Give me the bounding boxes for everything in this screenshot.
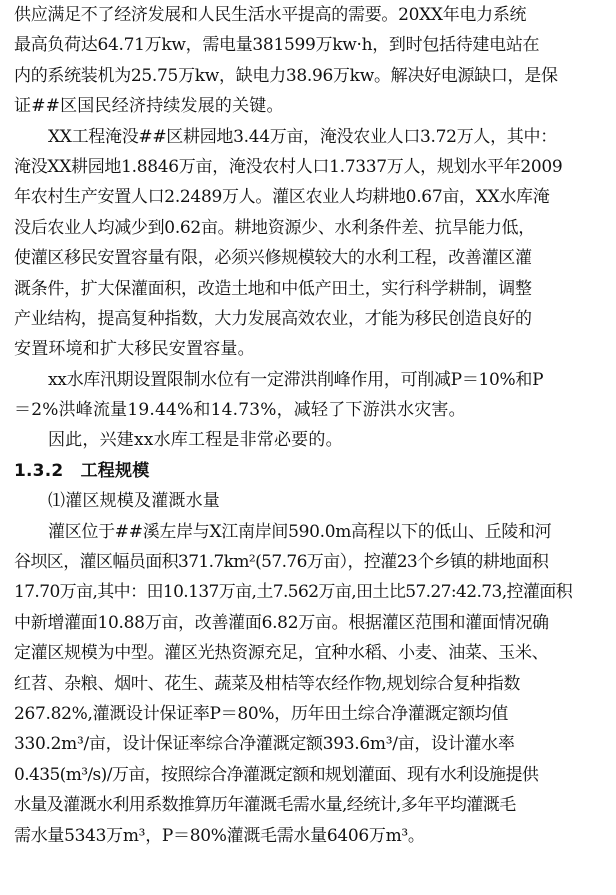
text-line: 淹没XX耕园地1.8846万亩，淹没农村人口1.7337万人，规划水平年2009 — [14, 156, 563, 177]
text-line: xx水库汛期设置限制水位有一定滞洪削峰作用，可削减P＝10%和P — [48, 369, 544, 390]
subsection-heading: ⑴灌区规模及灌溉水量 — [48, 491, 220, 512]
text-line: 年农村生产安置人口2.2489万人。灌区农业人均耕地0.67亩，XX水库淹 — [14, 187, 550, 208]
text-line: 灌区位于##溪左岸与X江南岸间590.0m高程以下的低山、丘陵和河 — [48, 521, 552, 542]
text-line: 内的系统装机为25.75万kw，缺电力38.96万kw。解决好电源缺口，是保 — [14, 65, 558, 86]
text-line: 17.70万亩,其中：田10.137万亩,土7.562万亩,田土比57.27:42.73,控灌面积 — [14, 582, 573, 603]
text-line: 330.2m³/亩，设计保证率综合净灌溉定额393.6m³/亩，设计灌水率 — [14, 734, 515, 755]
text-line: 红苕、杂粮、烟叶、花生、蔬菜及柑桔等农经作物,规划综合复种指数 — [14, 673, 521, 694]
text-line: 水量及灌溉水利用系数推算历年灌溉毛需水量,经统计,多年平均灌溉毛 — [14, 795, 516, 816]
text-line: 需水量5343万m³，P＝80%灌溉毛需水量6406万m³。 — [14, 825, 425, 846]
text-line: 中新增灌面10.88万亩，改善灌面6.82万亩。根据灌区范围和灌面情况确 — [14, 612, 549, 633]
text-line: ＝2%洪峰流量19.44%和14.73%，减轻了下游洪水灾害。 — [14, 400, 466, 421]
section-heading: 1.3.2 工程规模 — [14, 460, 150, 481]
text-line: 安置环境和扩大移民安置容量。 — [14, 339, 255, 360]
text-line: XX工程淹没##区耕园地3.44万亩，淹没农业人口3.72万人，其中： — [48, 126, 557, 147]
text-line: 没后农业人均减少到0.62亩。耕地资源少、水利条件差、抗旱能力低， — [14, 217, 535, 238]
text-line: 供应满足不了经济发展和人民生活水平提高的需要。20XX年电力系统 — [14, 5, 527, 25]
text-line: 最高负荷达64.71万kw，需电量381599万kw·h，到时包括待建电站在 — [14, 35, 540, 56]
text-line: 谷坝区，灌区幅员面积371.7km²(57.76万亩），控灌23个乡镇的耕地面积 — [14, 552, 549, 573]
text-line: 因此，兴建xx水库工程是非常必要的。 — [48, 430, 343, 451]
text-line: 定灌区规模为中型。灌区光热资源充足，宜种水稻、小麦、油菜、玉米、 — [14, 643, 549, 664]
text-line: 溉条件，扩大保灌面积，改造土地和中低产田土，实行科学耕制，调整 — [14, 278, 532, 299]
text-line: 证##区国民经济持续发展的关键。 — [14, 96, 284, 117]
text-line: 267.82%,灌溉设计保证率P＝80%，历年田土综合净灌溉定额均值 — [14, 703, 509, 724]
text-line: 0.435(m³/s)/万亩，按照综合净灌溉定额和规划灌面、现有水利设施提供 — [14, 764, 539, 785]
text-line: 使灌区移民安置容量有限，必须兴修规模较大的水利工程，改善灌区灌 — [14, 248, 532, 269]
text-line: 产业结构，提高复种指数，大力发展高效农业，才能为移民创造良好的 — [14, 308, 532, 329]
